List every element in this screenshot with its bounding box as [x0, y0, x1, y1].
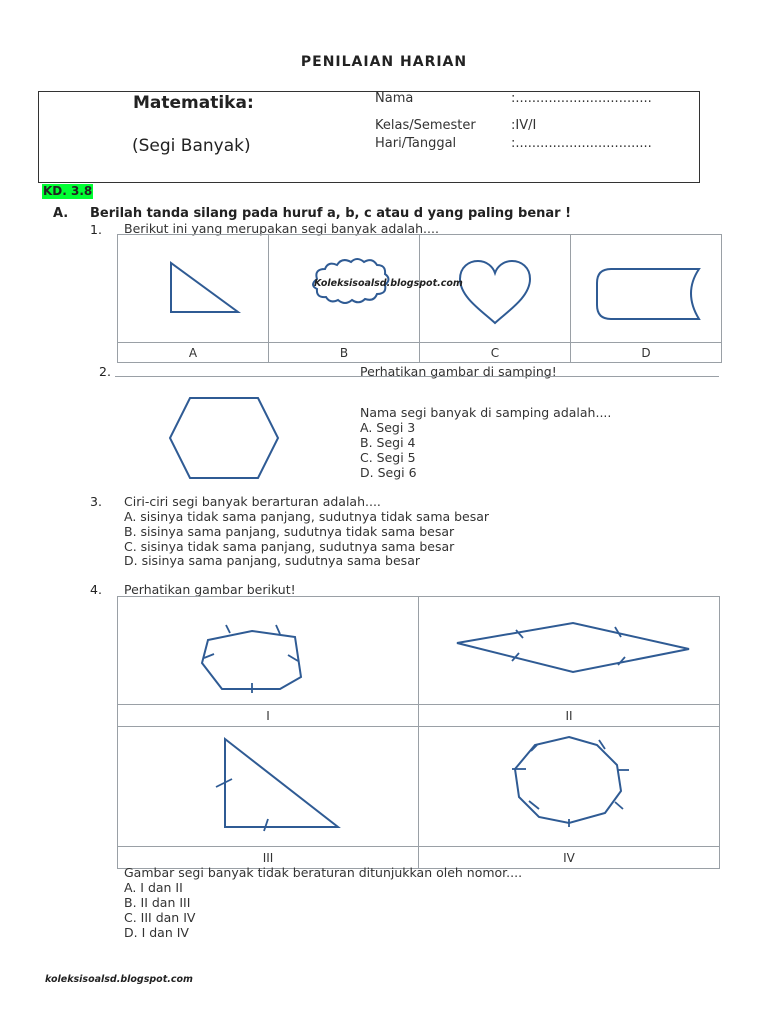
page-title: PENILAIAN HARIAN: [300, 54, 468, 70]
topic-title: (Segi Banyak): [132, 136, 251, 156]
question-2-option-d[interactable]: D. Segi 6: [360, 465, 417, 480]
class-semester-label: Kelas/Semester: [375, 118, 476, 133]
right-triangle-shape: [118, 727, 418, 843]
question-2-lead: Perhatikan gambar di samping!: [360, 364, 557, 379]
question-2-text: Nama segi banyak di samping adalah....: [360, 405, 612, 420]
date-field[interactable]: :.................................: [511, 136, 652, 151]
divider: [115, 376, 719, 377]
question-3-option-a[interactable]: A. sisinya tidak sama panjang, sudutnya tidak sama besar: [124, 509, 490, 524]
section-marker: A.: [53, 206, 69, 221]
question-4-option-c[interactable]: C. III dan IV: [124, 910, 196, 925]
option-d-label: D: [571, 343, 722, 363]
kd-badge: KD. 3.8: [43, 184, 93, 198]
regular-pentagon-shape: [118, 597, 418, 701]
question-2-option-b[interactable]: B. Segi 4: [360, 435, 416, 450]
question-3-option-d[interactable]: D. sisinya sama panjang, sudutnya sama besar: [124, 553, 420, 568]
figure-iv-cell: [419, 727, 720, 847]
option-d-figure[interactable]: [571, 235, 722, 343]
figure-ii-label: II: [419, 705, 720, 727]
name-label: Nama: [375, 91, 414, 106]
question-4-option-b[interactable]: B. II dan III: [124, 895, 191, 910]
rhombus-shape: [419, 597, 719, 701]
question-1-table: [117, 234, 722, 363]
section-instruction: Berilah tanda silang pada huruf a, b, c atau d yang paling benar !: [90, 206, 572, 221]
question-4-number: 4.: [90, 582, 102, 597]
watermark-text: Koleksisoalsd.blogspot.com: [314, 278, 463, 289]
question-3-number: 3.: [90, 494, 102, 509]
name-field[interactable]: :.................................: [511, 91, 652, 106]
figure-ii-cell: [419, 597, 720, 705]
question-1-number: 1.: [90, 222, 102, 237]
figure-iii-cell: [118, 727, 419, 847]
date-label: Hari/Tanggal: [375, 136, 457, 151]
cylinder-shape: [571, 235, 721, 339]
question-4-option-a[interactable]: A. I dan II: [124, 880, 183, 895]
right-triangle-shape: [118, 235, 268, 339]
option-a-figure[interactable]: [118, 235, 269, 343]
question-4-text: Perhatikan gambar berikut!: [124, 582, 296, 597]
option-b-label: B: [269, 343, 420, 363]
question-2-option-a[interactable]: A. Segi 3: [360, 420, 416, 435]
question-4-table: [117, 596, 720, 869]
hexagon-figure: [160, 390, 290, 486]
question-1-text: Berikut ini yang merupakan segi banyak adalah....: [124, 221, 439, 236]
heptagon-shape: [419, 727, 719, 843]
question-2-number: 2.: [99, 364, 111, 379]
option-c-label: C: [420, 343, 571, 363]
footer-credit: koleksisoalsd.blogspot.com: [45, 974, 193, 985]
class-semester-value: :IV/I: [511, 118, 537, 133]
question-3-text: Ciri-ciri segi banyak berarturan adalah....: [124, 494, 381, 509]
question-3-option-c[interactable]: C. sisinya tidak sama panjang, sudutnya sama besar: [124, 539, 455, 554]
question-2-option-c[interactable]: C. Segi 5: [360, 450, 416, 465]
subject-title: Matematika:: [133, 93, 254, 113]
figure-i-cell: [118, 597, 419, 705]
question-4-option-d[interactable]: D. I dan IV: [124, 925, 189, 940]
option-a-label: A: [118, 343, 269, 363]
figure-i-label: I: [118, 705, 419, 727]
question-3-option-b[interactable]: B. sisinya sama panjang, sudutnya tidak sama besar: [124, 524, 455, 539]
figure-iii-label: III: [118, 847, 419, 869]
figure-iv-label: IV: [419, 847, 720, 869]
question-4-prompt: Gambar segi banyak tidak beraturan ditunjukkan oleh nomor....: [124, 865, 523, 880]
